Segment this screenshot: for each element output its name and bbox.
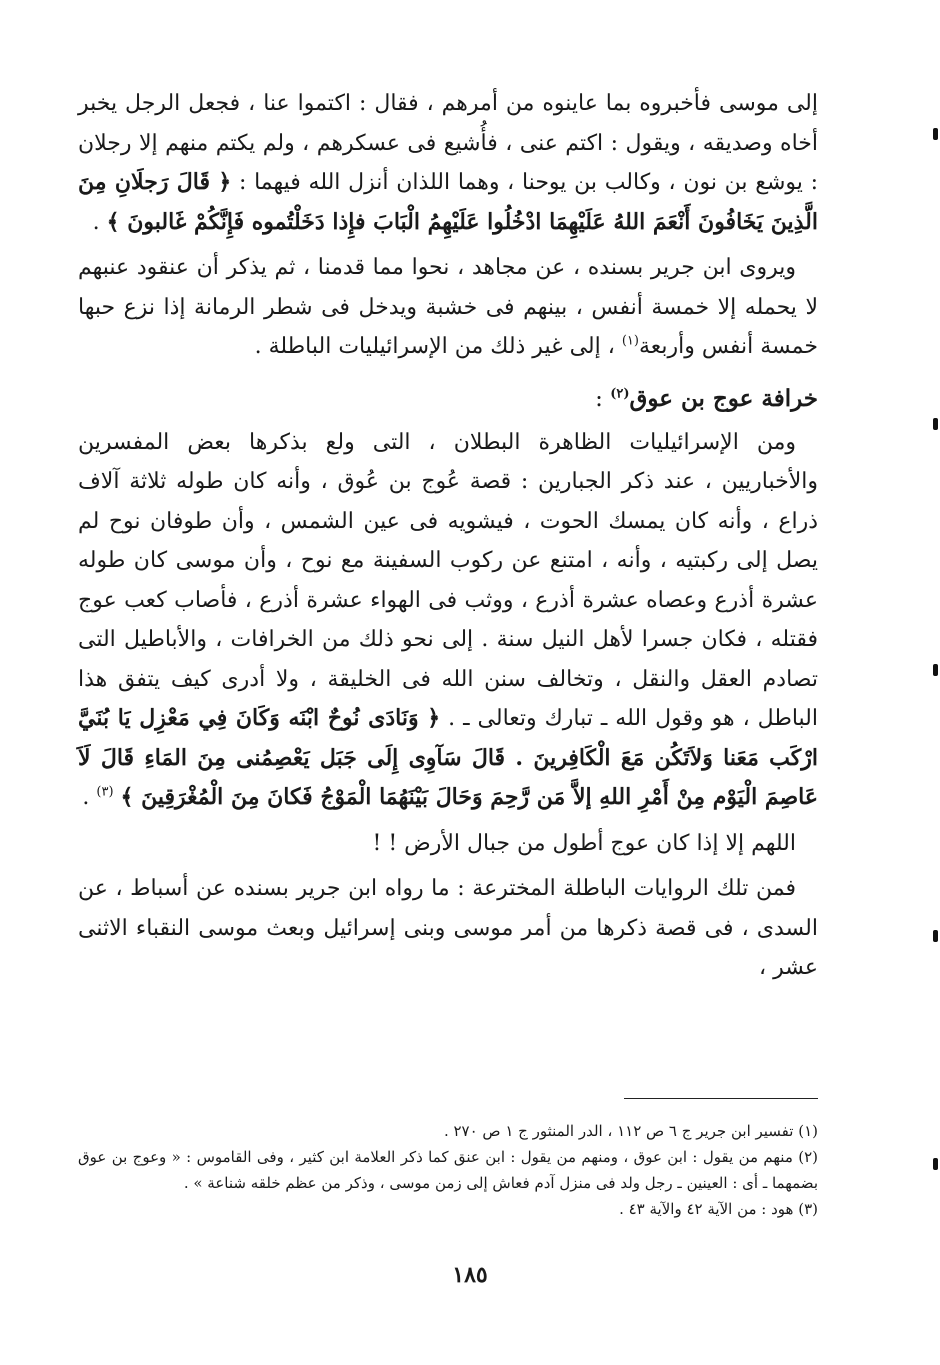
scan-edge-mark <box>933 930 938 942</box>
page-number: ١٨٥ <box>452 1262 488 1288</box>
footnote-3: (٣) هود : من الآية ٤٢ والآية ٤٣ . <box>619 1200 818 1218</box>
paragraph-5 <box>78 869 818 988</box>
footnote-divider <box>624 1098 818 1099</box>
footnotes <box>78 1118 818 1222</box>
scan-edge-mark <box>933 128 938 140</box>
quran-verse-1: ﴿ قَالَ رَجلَانِ مِنَ الَّذِينَ يَخَافُونَ أَنْعَمَ اللهُ عَلَيْهِمَا ادْخُلُوا عَلَيْهِمُ الْبَابَ فإِذا دَخَلْتُموه فَإِنَّكُمْ غَالبونَ ﴾ <box>78 169 818 235</box>
paragraph-3 <box>78 423 818 818</box>
paragraph-3-end: . <box>82 785 97 810</box>
quran-verse-2: ﴿ وَنَادَى نُوحٌ ابْنَه وَكَانَ فِي مَعْزِل يَا بُنَيَّ ارْكَب مَعَنا وَلاَتَكُن مَعَ الْكَافِرينَ . قَالَ سَآوِى إِلَى جَبَل يَعْصِمُنى مِنَ المَاءِ قَالَ لَاَ عَاصِمَ الْيَوْم مِنْ أَمْرِ اللهِ إلاَّ مَن رَّحِمَ وَحَالَ بَيْنَهُمَا الْمَوْجُ فَكانَ مِنَ الْمُغْرَقِينَ ﴾ <box>78 705 818 810</box>
paragraph-4-text: اللهم إلا إذا كان عوج أطول من جبال الأرض ! ! <box>372 830 796 856</box>
paragraph-2-end: ، إلى غير ذلك من الإسرائيليات الباطلة . <box>254 334 622 359</box>
footnote-2: (٢) منهم من يقول : ابن عوق ، ومنهم من يقول : ابن عنق كما ذكر العلامة ابن كثير ، وفى القاموس : « وعوج بن عوق بضمهما ـ أى : العينين ـ رجل ولد فى منزل آدم فعاش إلى زمن موسى ، وذكر من عظم خلقه شناعة » . <box>78 1148 818 1192</box>
footnote-ref-1[interactable]: (١) <box>621 333 639 349</box>
paragraph-2-text: ويروى ابن جرير بسنده ، عن مجاهد ، نحوا مما قدمنا ، ثم يذكر أن عنقود عنبهم لا يحمله إلا خمسة أنفس ، بينهم فى خشبة ويدخل فى شطر الرمانة إذا نزع حبها خمسة أنفس وأربعة <box>78 255 818 359</box>
paragraph-1 <box>78 84 818 242</box>
paragraph-1-end: . <box>92 209 107 235</box>
footnote-ref-2[interactable]: (٢) <box>610 385 630 401</box>
section-heading-title: خرافة عوج بن عوق <box>629 384 818 412</box>
footnote-1: (١) تفسير ابن جرير ج ٦ ص ١١٢ ، الدر المنثور ج ١ ص ٢٧٠ . <box>443 1122 818 1140</box>
footnote-ref-3[interactable]: (٣) <box>96 784 114 800</box>
paragraph-1-text: إلى موسى فأخبروه بما عاينوه من أمرهم ، فقال : اكتموا عنا ، فجعل الرجل يخبر أخاه وصديقه ، ويقول : اكتم عنى ، فأُشيع فى عسكرهم ، ولم يكتم منهم إلا رجلان : يوشع بن نون ، وكالب بن يوحنا ، وهما اللذان أنزل الله فيهما : <box>78 91 818 195</box>
scan-edge-mark <box>933 664 938 676</box>
paragraph-2 <box>78 248 818 367</box>
section-heading-colon: : <box>595 385 611 412</box>
paragraph-3-text: ومن الإسرائيليات الظاهرة البطلان ، التى ولع بذكرها بعض المفسرين والأخباريين ، عند ذكر الجبارين : قصة عُوج بن عُوق ، وأنه كان طوله ثلاثة آلاف ذراع ، وأنه كان يمسك الحوت ، فيشويه فى عين الشمس ، وأن طوفان نوح لم يصل إلى ركبتيه ، وأنه ، امتنع عن ركوب السفينة مع نوح ، وأن موسى كان طوله عشرة أذرع وعصاه عشرة أذرع ، ووثب فى الهواء عشرة أذرع ، فأصاب كعب عوج فقتله ، فكان جسرا لأهل النيل سنة . إلى نحو ذلك من الخرافات ، والأباطيل التى تصادم العقل والنقل ، وتخالف سنن الله فى الخليقة ، ولا أدرى كيف يتفق هذا الباطل ، هو وقول الله ـ تبارك وتعالى ـ . <box>78 429 818 731</box>
scan-edge-mark <box>933 1158 938 1170</box>
paragraph-5-text: فمن تلك الروايات الباطلة المخترعة : ما رواه ابن جرير بسنده عن أسباط ، عن السدى ، فى قصة ذكرها من أمر موسى وبنى إسرائيل وبعث موسى النقباء الاثنى عشر ، <box>78 876 818 980</box>
paragraph-4 <box>78 824 818 864</box>
scan-edge-mark <box>933 418 938 430</box>
section-heading <box>78 379 818 419</box>
main-text <box>78 84 818 988</box>
